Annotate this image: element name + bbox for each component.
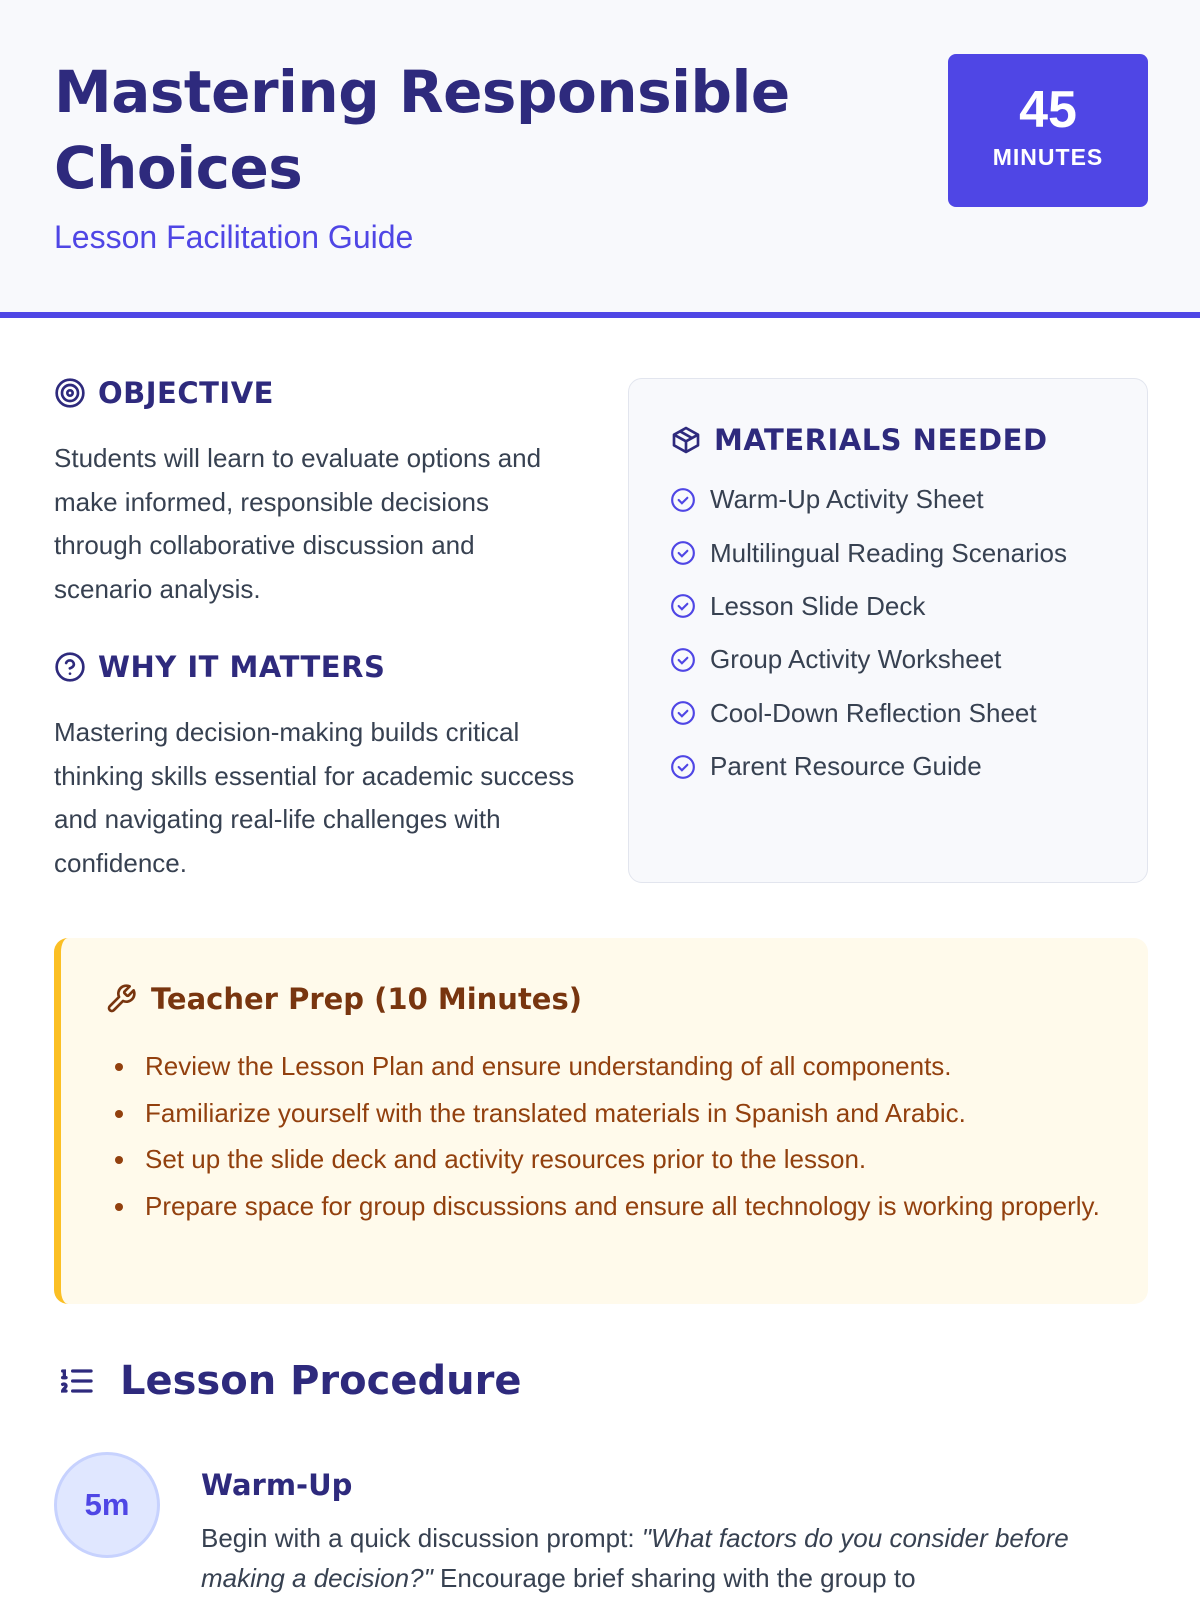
list-item: Cool-Down Reflection Sheet xyxy=(670,687,1067,740)
help-circle-icon xyxy=(54,651,86,683)
check-circle-icon xyxy=(670,700,696,726)
duration-value: 45 xyxy=(1019,81,1077,139)
list-item: Multilingual Reading Scenarios xyxy=(670,526,1067,579)
list-item: Lesson Slide Deck xyxy=(670,580,1067,633)
page-subtitle: Lesson Facilitation Guide xyxy=(54,219,414,255)
materials-heading-label: MATERIALS NEEDED xyxy=(714,423,1048,457)
why-text: Mastering decision-making builds critical thinking skills essential for academic success and navigating real-life challenges with confidence. xyxy=(54,717,575,878)
why-heading-label: WHY IT MATTERS xyxy=(98,650,386,684)
procedure-heading-label: Lesson Procedure xyxy=(120,1358,522,1404)
ordered-list-icon xyxy=(56,1361,96,1401)
why-heading xyxy=(54,650,385,684)
list-item: Parent Resource Guide xyxy=(670,740,1067,793)
package-icon xyxy=(670,424,702,456)
duration-badge xyxy=(948,54,1148,207)
list-item: Familiarize yourself with the translated materials in Spanish and Arabic. xyxy=(109,1093,1109,1134)
list-item: Review the Lesson Plan and ensure understanding of all components. xyxy=(109,1046,1109,1087)
list-item: Warm-Up Activity Sheet xyxy=(670,473,1067,526)
objective-text: Students will learn to evaluate options and make informed, responsible decisions through collaborative discussion and scenario analysis. xyxy=(54,443,542,604)
objective-heading xyxy=(54,376,274,410)
materials-heading xyxy=(670,423,1048,457)
check-circle-icon xyxy=(670,754,696,780)
prep-heading xyxy=(105,982,582,1016)
check-circle-icon xyxy=(670,647,696,673)
teacher-prep-callout xyxy=(54,938,1148,1304)
materials-card xyxy=(628,378,1148,883)
step-duration-badge: 5m xyxy=(54,1452,160,1558)
lesson-header xyxy=(0,0,1200,318)
check-circle-icon xyxy=(670,487,696,513)
list-item: Set up the slide deck and activity resources prior to the lesson. xyxy=(109,1139,1109,1180)
list-item: Group Activity Worksheet xyxy=(670,633,1067,686)
prep-heading-label: Teacher Prep (10 Minutes) xyxy=(151,982,582,1016)
page-title: Mastering Responsible Choices xyxy=(54,58,790,202)
wrench-icon xyxy=(105,983,137,1015)
objective-heading-label: OBJECTIVE xyxy=(98,376,274,410)
step-title: Warm-Up xyxy=(201,1468,353,1502)
check-circle-icon xyxy=(670,593,696,619)
step-description: Begin with a quick discussion prompt: "What factors do you consider before making a decision?" Encourage brief sharing with the group to xyxy=(201,1523,1069,1593)
check-circle-icon xyxy=(670,540,696,566)
list-item: Prepare space for group discussions and ensure all technology is working properly. xyxy=(109,1186,1109,1227)
step-quote: "What factors do you consider before making a decision?" xyxy=(201,1523,1069,1593)
prep-list xyxy=(109,1046,1109,1232)
duration-unit: MINUTES xyxy=(992,144,1104,170)
target-icon xyxy=(54,377,86,409)
procedure-heading xyxy=(56,1358,521,1404)
materials-list xyxy=(670,473,1067,793)
